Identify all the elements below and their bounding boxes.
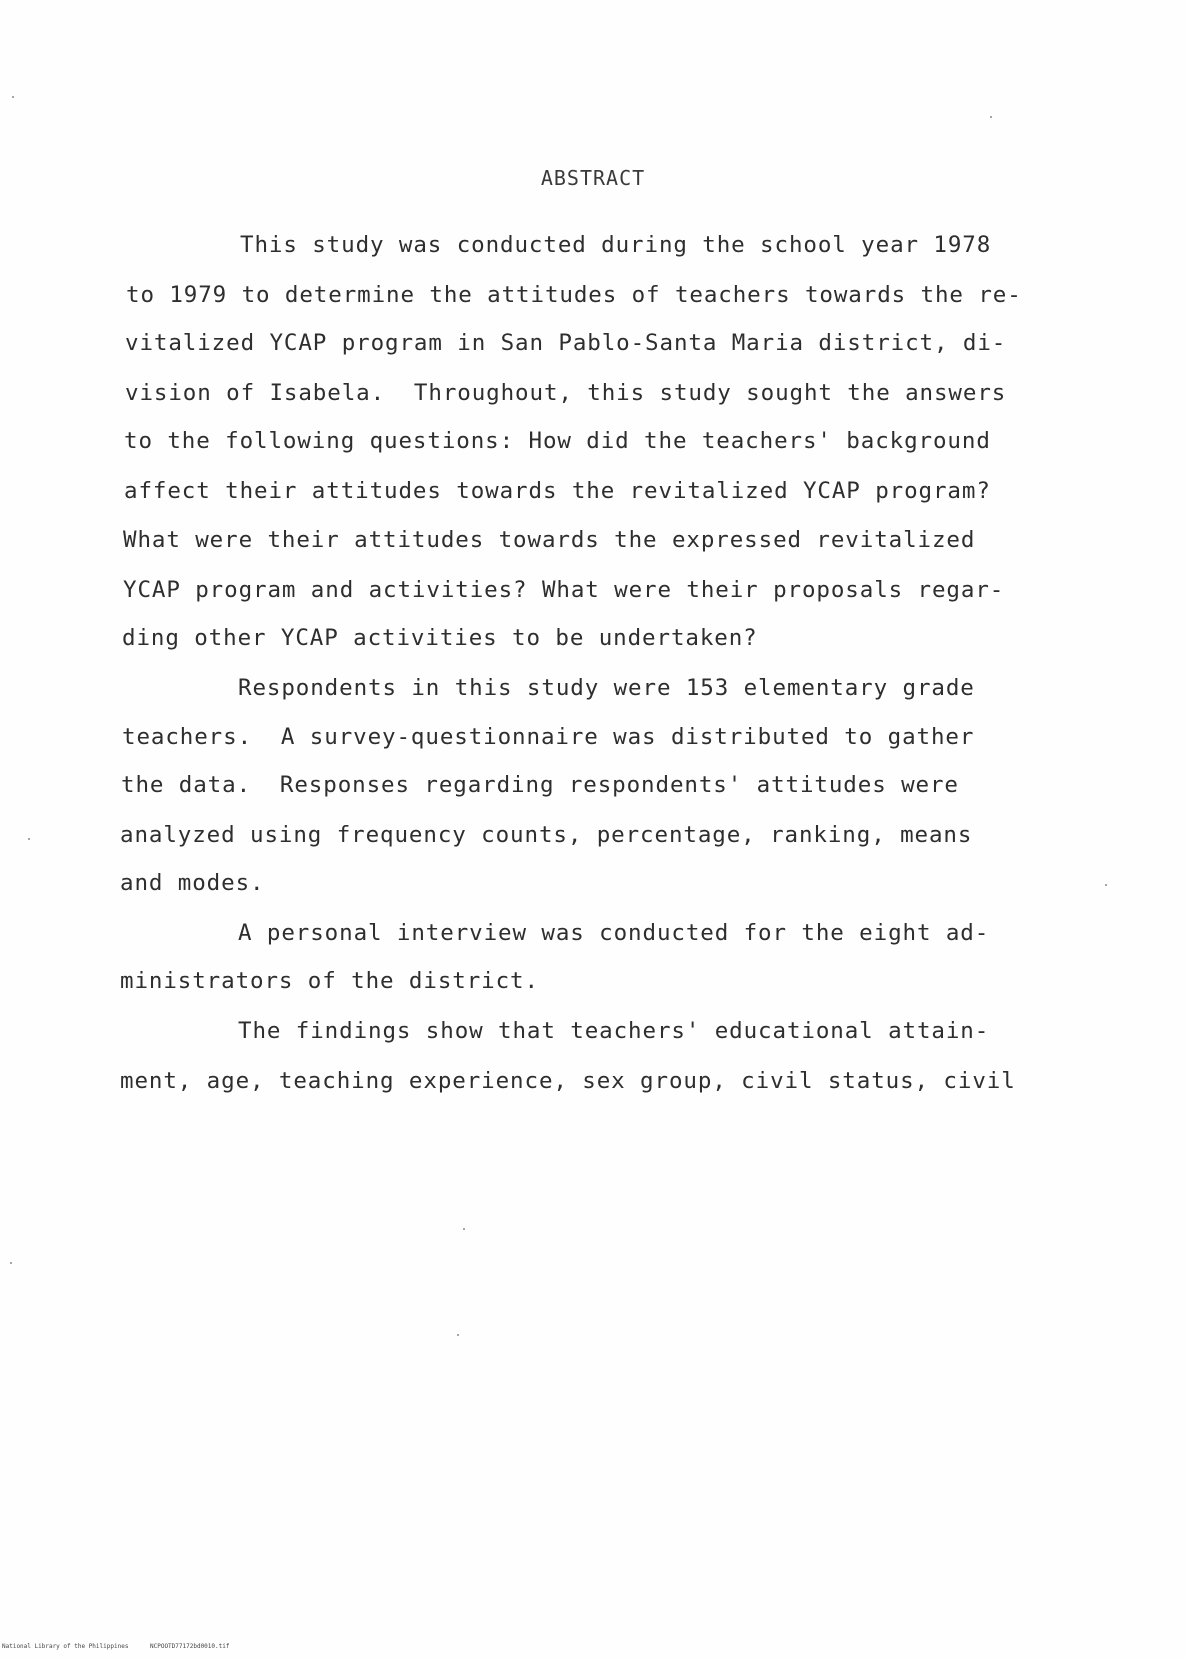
scan-speck	[28, 838, 30, 840]
text-line: ment, age, teaching experience, sex group, civil status, civil	[120, 1068, 1016, 1094]
scan-speck	[1105, 884, 1107, 886]
text-line: YCAP program and activities? What were their proposals regar-	[123, 577, 1005, 603]
text-line: ding other YCAP activities to be undertaken?	[122, 625, 758, 651]
text-line: to the following questions: How did the teachers' background	[124, 428, 991, 454]
scan-speck	[12, 96, 14, 98]
scan-speck	[463, 1228, 465, 1230]
text-line: the data. Responses regarding respondents' attitudes were	[121, 772, 959, 798]
text-line: and modes.	[120, 870, 265, 896]
text-line: A personal interview was conducted for the eight ad-	[238, 920, 990, 946]
text-line: analyzed using frequency counts, percentage, ranking, means	[120, 822, 973, 848]
text-line: ministrators of the district.	[120, 968, 539, 994]
text-line: teachers. A survey-questionnaire was distributed to gather	[122, 724, 975, 750]
footer-library: National Library of the Philippines	[2, 1643, 129, 1650]
abstract-heading: ABSTRACT	[540, 166, 646, 190]
text-line: affect their attitudes towards the revitalized YCAP program?	[124, 478, 991, 504]
text-line: The findings show that teachers' educational attain-	[238, 1018, 990, 1044]
scan-speck	[990, 116, 992, 118]
text-line: vision of Isabela. Throughout, this study sought the answers	[125, 380, 1007, 406]
text-line: vitalized YCAP program in San Pablo-Santa Maria district, di-	[125, 330, 1007, 356]
text-line: This study was conducted during the school year 1978	[240, 232, 992, 258]
text-line: What were their attitudes towards the expressed revitalized	[123, 527, 976, 553]
text-line: Respondents in this study were 153 elementary grade	[238, 675, 975, 701]
text-line: to 1979 to determine the attitudes of teachers towards the re-	[126, 282, 1022, 308]
footer-file-id: NCPOOTD77172bd0010.tif	[150, 1643, 230, 1650]
scan-speck	[10, 1262, 12, 1264]
scan-speck	[457, 1334, 459, 1336]
